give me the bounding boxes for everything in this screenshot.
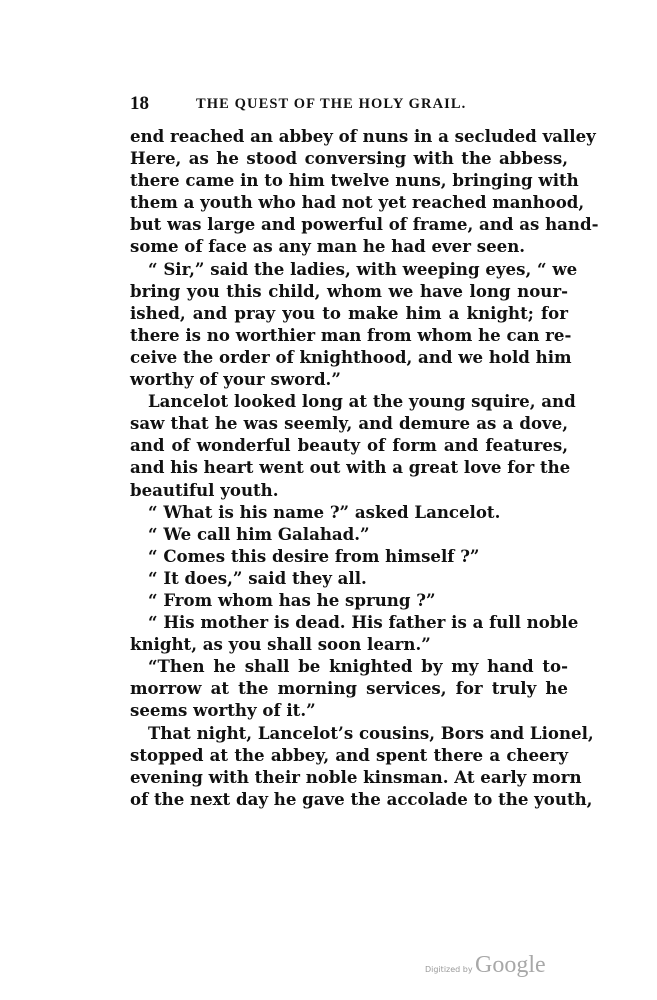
text-line: “ What is his name ?” asked Lancelot. <box>148 501 501 522</box>
text-line: but was large and powerful of frame, and as hand- <box>130 214 599 235</box>
digitized-watermark <box>425 952 565 982</box>
text-line: seems worthy of it.” <box>130 700 316 721</box>
body-text <box>130 125 599 810</box>
text-line: “ Comes this desire from himself ?” <box>148 545 480 566</box>
text-line: ished, and pray you to make him a knight; for <box>130 302 568 323</box>
text-line: Lancelot looked long at the young squire, and <box>148 391 576 412</box>
text-line: “ It does,” said they all. <box>148 567 367 588</box>
text-line: end reached an abbey of nuns in a secluded valley <box>130 126 596 146</box>
text-line: ceive the order of knighthood, and we hold him <box>130 346 572 367</box>
text-line: and of wonderful beauty of form and features, <box>130 435 568 456</box>
text-line: them a youth who had not yet reached manhood, <box>130 192 585 213</box>
page-number: 18 <box>130 93 149 114</box>
watermark-prefix: Digitized by <box>425 965 473 974</box>
text-line: “ From whom has he sprung ?” <box>148 589 436 610</box>
text-line: worthy of your sword.” <box>130 369 341 390</box>
text-line: knight, as you shall soon learn.” <box>130 634 431 655</box>
text-line: That night, Lancelot’s cousins, Bors and Lionel, <box>148 722 594 743</box>
google-logo: Google <box>475 952 546 978</box>
text-line: stopped at the abbey, and spent there a cheery <box>130 744 568 765</box>
text-line: Here, as he stood conversing with the abbess, <box>130 148 568 169</box>
text-line: there is no worthier man from whom he can re- <box>130 324 572 345</box>
text-line: saw that he was seemly, and demure as a dove, <box>130 413 568 434</box>
text-line: bring you this child, whom we have long nour- <box>130 280 568 301</box>
text-line: of the next day he gave the accolade to the youth, <box>130 788 593 809</box>
text-line: “ Sir,” said the ladies, with weeping eyes, “ we <box>148 258 578 279</box>
text-line: and his heart went out with a great love for the <box>130 457 571 478</box>
text-line: there came in to him twelve nuns, bringing with <box>130 170 579 191</box>
text-line: some of face as any man he had ever seen. <box>130 236 526 257</box>
text-line: evening with their noble kinsman. At early morn <box>130 766 582 787</box>
running-title: THE QUEST OF THE HOLY GRAIL. <box>196 96 467 112</box>
text-line: “ We call him Galahad.” <box>148 523 370 544</box>
page-header <box>130 93 560 115</box>
text-line: “ His mother is dead. His father is a full noble <box>148 612 579 633</box>
text-line: morrow at the morning services, for truly he <box>130 678 568 699</box>
text-line: “Then he shall be knighted by my hand to- <box>148 656 568 677</box>
text-line: beautiful youth. <box>130 479 279 500</box>
